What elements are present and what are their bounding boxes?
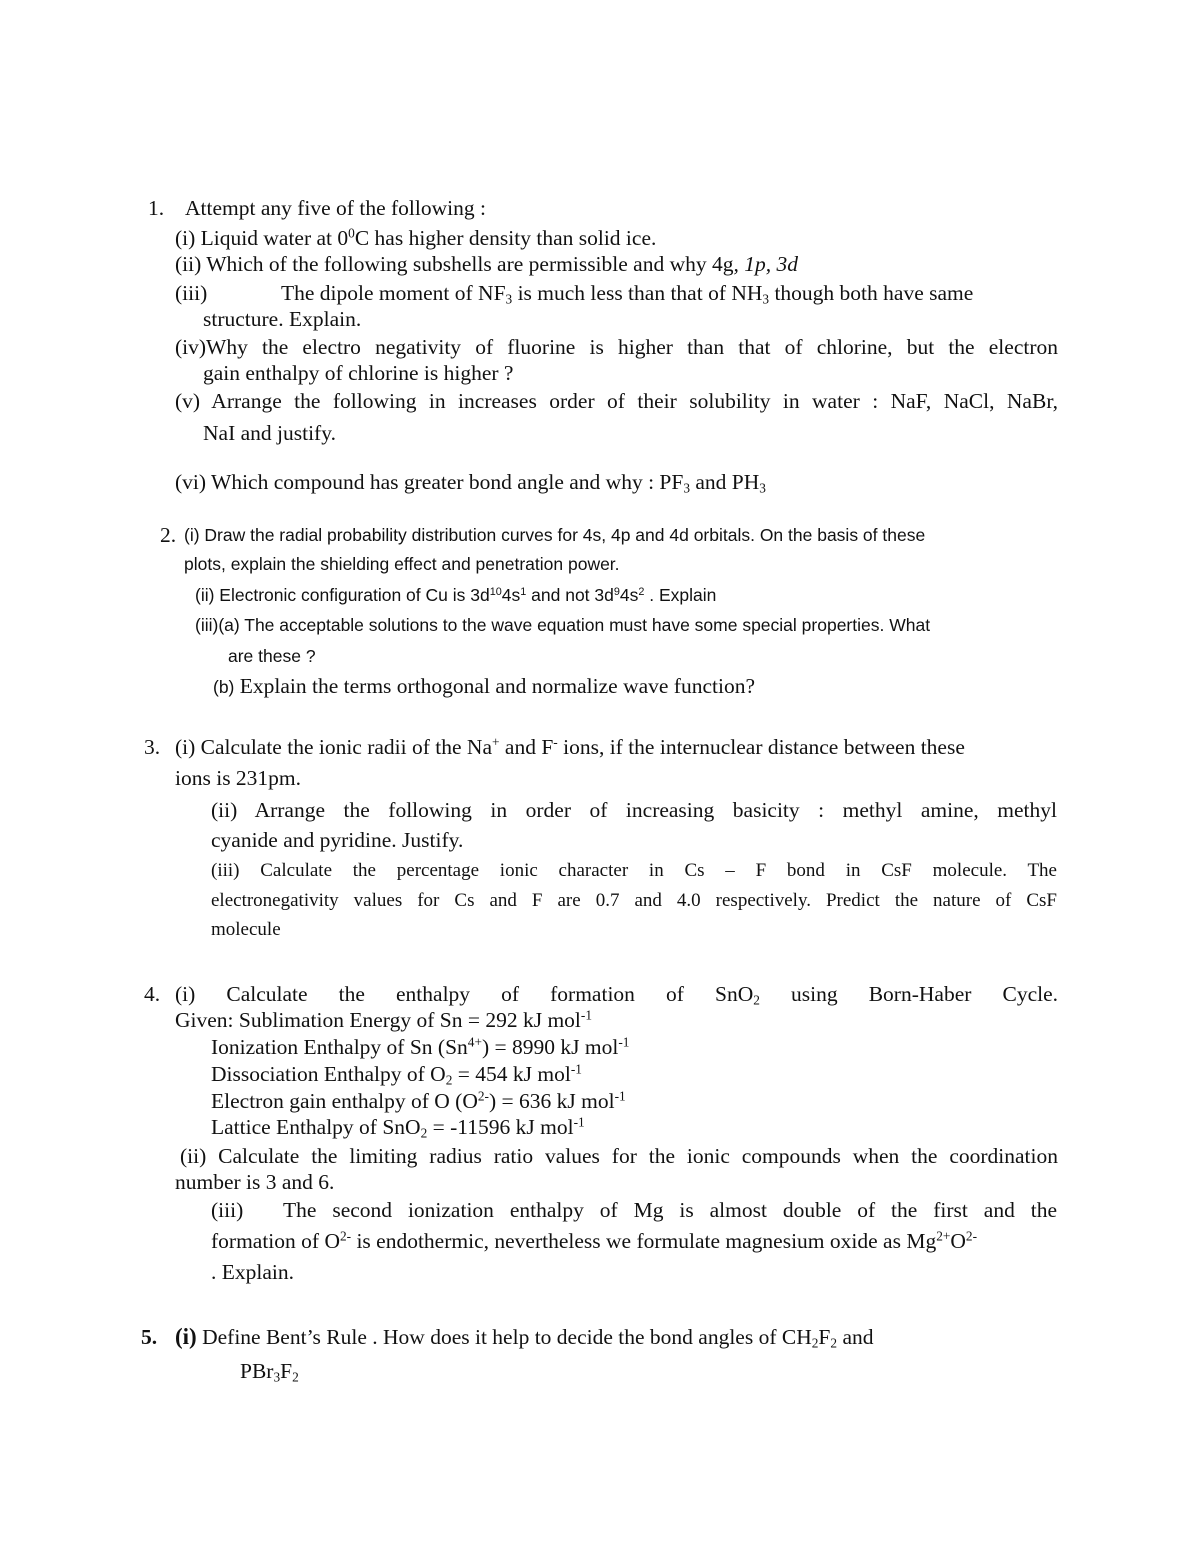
q4-dissociation: Dissociation Enthalpy of $O_2 = 454$ kJ mol$^{-1}$ xyxy=(211,1061,582,1088)
q1-part-iii: (iii) The dipole moment of $NF_3$ is much less than that of $NH_3$ though both have same xyxy=(175,281,974,307)
q3-number: 3. xyxy=(144,735,161,759)
q3-part-i: (i) Calculate the ionic radii of the Na+ and F- ions, if the internuclear distance between these xyxy=(175,734,965,759)
q4-electron-gain: Electron gain enthalpy of O $(O^{2-}) = 636$ kJ mol$^{-1}$ xyxy=(211,1088,626,1113)
q5-part-i: (i) Define Bent’s Rule . How does it help to decide the bond angles of $CH_2F_2$ and xyxy=(175,1324,874,1351)
q3-part-iii: (iii) Calculate the percentage ionic character in Cs – F bond in CsF molecule. The xyxy=(211,860,1057,881)
q1-part-iv: (iv)Why the electro negativity of fluorine is higher than that of chlorine, but the electron xyxy=(175,335,1058,359)
q2-number: 2. xyxy=(160,523,177,547)
q1-part-iv-cont: gain enthalpy of chlorine is higher ? xyxy=(203,361,514,385)
q1-part-iii-cont: structure. Explain. xyxy=(203,307,362,331)
q3-part-iii-cont1: electronegativity values for Cs and F are 0.7 and 4.0 respectively. Predict the nature of CsF xyxy=(211,890,1057,911)
q4-given-sublimation: Given: Sublimation Energy of Sn = 292 kJ mol$^{-1}$ xyxy=(175,1007,592,1032)
q4-part-iii-end: . Explain. xyxy=(211,1260,294,1284)
q4-part-iii: (iii) The second ionization enthalpy of Mg is almost double of the first and the xyxy=(211,1198,1057,1222)
q1-title: Attempt any five of the following : xyxy=(185,196,486,220)
q2-part-ii: (ii) Electronic configuration of Cu is $3d^{10}4s^1$ and not $3d^94s^2$ . Explain xyxy=(195,585,717,605)
q2-part-i-cont: plots, explain the shielding effect and penetration power. xyxy=(184,554,620,574)
q3-part-ii: (ii) Arrange the following in order of increasing basicity : methyl amine, methyl xyxy=(211,798,1057,822)
q1-part-ii: (ii) Which of the following subshells are permissible and why 4g, 1p, 3d xyxy=(175,252,798,276)
q4-ionization: Ionization Enthalpy of Sn $(Sn^{4+}) = 8990$ kJ mol$^{-1}$ xyxy=(211,1034,630,1059)
q4-part-i: (i) Calculate the enthalpy of formation of SnO$_2$ using Born-Haber Cycle. xyxy=(175,982,1059,1008)
q4-part-iii-cont: formation of $O^{2-}$ is endothermic, nevertheless we formulate magnesium oxide as $Mg^{2+}O^{2-}$ xyxy=(211,1228,978,1253)
q4-part-ii: (ii) Calculate the limiting radius ratio values for the ionic compounds when the coordination xyxy=(180,1144,1058,1168)
q5-part-i-cont: $PBr_3F_2$ xyxy=(240,1359,299,1385)
q3-part-iii-cont2: molecule xyxy=(211,919,281,940)
q4-lattice: Lattice Enthalpy of SnO$_2$ = -11596 kJ mol$^{-1}$ xyxy=(211,1114,585,1141)
q2-part-iii: (iii)(a) The acceptable solutions to the wave equation must have some special properties. What xyxy=(195,615,931,635)
q5-number: 5. xyxy=(141,1325,158,1349)
q1-part-vi: (vi) Which compound has greater bond angle and why : $PF_3$ and $PH_3$ xyxy=(175,470,766,496)
q1-part-i: (i) Liquid water at $0^0C$ has higher density than solid ice. xyxy=(175,225,657,250)
q1-part-v-cont: NaI and justify. xyxy=(203,421,336,445)
q2-part-iii-cont: are these ? xyxy=(228,646,316,666)
q2-part-i: (i) Draw the radial probability distribution curves for 4s, 4p and 4d orbitals. On the basis of these xyxy=(184,525,926,545)
q3-part-i-cont: ions is 231pm. xyxy=(175,766,302,790)
q1-number: 1. xyxy=(148,196,165,220)
q4-number: 4. xyxy=(144,982,161,1006)
q1-part-v: (v) Arrange the following in increases order of their solubility in water : NaF, NaCl, NaBr, xyxy=(175,389,1058,413)
q4-part-ii-cont: number is 3 and 6. xyxy=(175,1170,335,1194)
q2-part-b: (b) Explain the terms orthogonal and normalize wave function? xyxy=(213,674,755,698)
q3-part-ii-cont: cyanide and pyridine. Justify. xyxy=(211,828,464,852)
